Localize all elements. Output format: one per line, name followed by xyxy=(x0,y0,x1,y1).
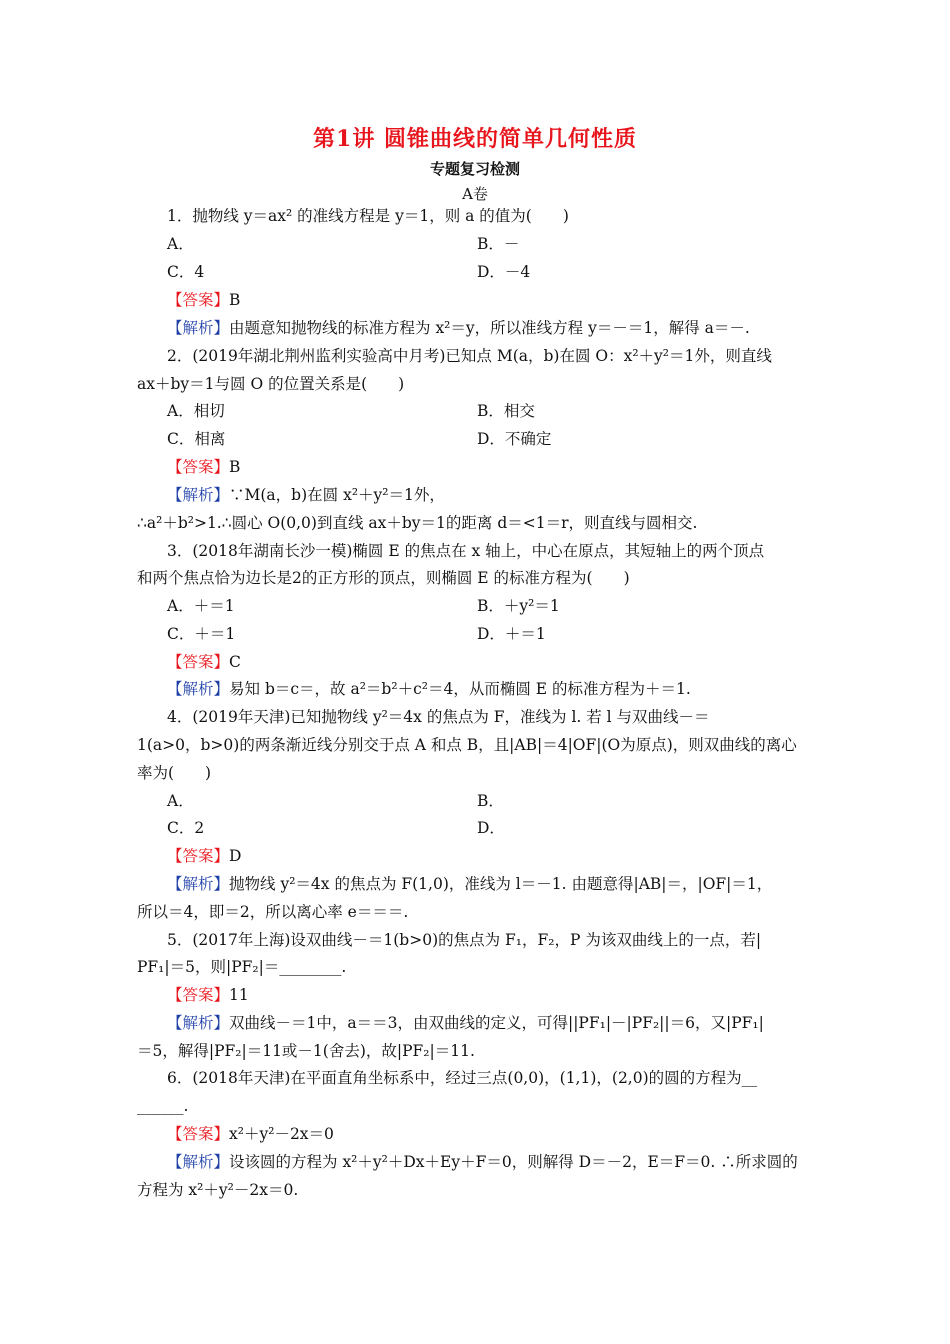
q6-answer-value: x²＋y²－2x＝0 xyxy=(229,1125,334,1143)
q1-option-b: B．－ xyxy=(477,235,520,253)
q5-stem-line1: 5．(2017年上海)设双曲线－＝1(b>0)的焦点为 F₁，F₂，P 为该双曲线上的一点，若| xyxy=(167,931,762,949)
q6-analysis-text-1: 设该圆的方程为 x²＋y²＋Dx＋Ey＋F＝0，则解得 D＝－2，E＝F＝0. ∴所求圆的 xyxy=(229,1153,798,1171)
answer-tag: 【答案】 xyxy=(167,458,230,476)
q3-option-b: B．＋y²＝1 xyxy=(477,597,560,615)
q1-analysis-text: 由题意知抛物线的标准方程为 x²＝y，所以准线方程 y＝－＝1，解得 a＝－. xyxy=(229,319,750,337)
q5-answer-value: 11 xyxy=(229,986,249,1004)
q3-option-c: C．＋＝1 xyxy=(167,625,236,643)
q4-analysis-line2: 所以＝4，即＝2，所以离心率 e＝＝＝. xyxy=(137,903,409,921)
q3-stem-line1: 3．(2018年湖南长沙一模)椭圆 E 的焦点在 x 轴上，中心在原点，其短轴上的两个顶点 xyxy=(167,542,765,560)
section-label: A卷 xyxy=(462,185,488,203)
q2-options-row1 xyxy=(167,401,847,421)
q3-option-d: D．＋＝1 xyxy=(477,625,546,643)
q3-answer-value: C xyxy=(229,653,241,671)
analysis-tag: 【解析】 xyxy=(167,319,230,337)
q6-analysis-line2: 方程为 x²＋y²－2x＝0. xyxy=(137,1181,299,1199)
q2-options-row2 xyxy=(167,429,847,449)
q4-options-row1 xyxy=(167,791,847,811)
q4-option-a: A． xyxy=(167,792,194,810)
analysis-tag: 【解析】 xyxy=(167,1014,230,1032)
q3-options-row2 xyxy=(167,624,847,644)
q2-stem-line2: ax＋by＝1与圆 O 的位置关系是( ) xyxy=(137,375,405,393)
q4-stem-line3: 率为( ) xyxy=(137,764,212,782)
q6-answer xyxy=(167,1124,847,1144)
q1-options-row1 xyxy=(167,234,847,254)
q3-analysis xyxy=(167,679,847,699)
q5-analysis xyxy=(167,1013,847,1033)
q3-analysis-text: 易知 b＝c＝，故 a²＝b²＋c²＝4，从而椭圆 E 的标准方程为＋＝1. xyxy=(229,680,691,698)
q1-answer-value: B xyxy=(229,291,241,309)
page-title: 第1讲 圆锥曲线的简单几何性质 xyxy=(313,126,637,152)
q1-option-c: C．4 xyxy=(167,263,205,281)
q1-options-row2 xyxy=(167,262,847,282)
answer-tag: 【答案】 xyxy=(167,847,230,865)
q5-stem-line2: PF₁|＝5，则|PF₂|＝________. xyxy=(137,958,347,976)
analysis-tag: 【解析】 xyxy=(167,875,230,893)
q2-option-d: D．不确定 xyxy=(477,430,552,448)
q6-stem-line1: 6．(2018年天津)在平面直角坐标系中，经过三点(0,0)，(1,1)，(2,0)的圆的方程为__ xyxy=(167,1069,758,1087)
q3-options-row1 xyxy=(167,596,847,616)
q4-option-d: D． xyxy=(477,819,505,837)
q5-analysis-line2: ＝5，解得|PF₂|＝11或－1(舍去)，故|PF₂|＝11. xyxy=(137,1042,475,1060)
q4-stem-line2: 1(a>0，b>0)的两条渐近线分别交于点 A 和点 B，且|AB|＝4|OF|(O为原点)，则双曲线的离心 xyxy=(137,736,797,754)
analysis-tag: 【解析】 xyxy=(167,486,230,504)
q3-answer xyxy=(167,652,847,672)
q4-analysis-text-1: 抛物线 y²＝4x 的焦点为 F(1,0)，准线为 l＝－1. 由题意得|AB|＝，|OF|＝1， xyxy=(229,875,773,893)
q3-option-a: A．＋＝1 xyxy=(167,597,235,615)
q1-answer xyxy=(167,290,847,310)
q5-answer xyxy=(167,985,847,1005)
q4-option-c: C．2 xyxy=(167,819,205,837)
q5-analysis-text-1: 双曲线－＝1中，a＝＝3，由双曲线的定义，可得||PF₁|－|PF₂||＝6，又|PF₁| xyxy=(229,1014,764,1032)
answer-tag: 【答案】 xyxy=(167,653,230,671)
q3-stem-line2: 和两个焦点恰为边长是2的正方形的顶点，则椭圆 E 的标准方程为( ) xyxy=(137,569,630,587)
q2-analysis-line2: ∴a²＋b²>1.∴圆心 O(0,0)到直线 ax＋by＝1的距离 d＝<1＝r，则直线与圆相交. xyxy=(137,514,698,532)
q4-analysis xyxy=(167,874,847,894)
q1-option-a: A． xyxy=(167,235,194,253)
q2-option-b: B．相交 xyxy=(477,402,535,420)
analysis-tag: 【解析】 xyxy=(167,1153,230,1171)
q2-answer xyxy=(167,457,847,477)
q2-option-c: C．相离 xyxy=(167,430,226,448)
q2-analysis xyxy=(167,485,847,505)
q1-stem: 1．抛物线 y＝ax² 的准线方程是 y＝1，则 a 的值为( ) xyxy=(167,207,569,225)
q4-options-row2 xyxy=(167,818,847,838)
page-subtitle: 专题复习检测 xyxy=(429,160,520,178)
q2-analysis-text-1: ∵M(a，b)在圆 x²＋y²＝1外， xyxy=(229,486,445,504)
answer-tag: 【答案】 xyxy=(167,291,230,309)
q1-analysis xyxy=(167,318,847,338)
q6-stem-line2: ______. xyxy=(137,1097,189,1115)
q1-option-d: D．－4 xyxy=(477,263,531,281)
q2-stem-line1: 2．(2019年湖北荆州监利实验高中月考)已知点 M(a，b)在圆 O：x²＋y²＝1外，则直线 xyxy=(167,347,772,365)
analysis-tag: 【解析】 xyxy=(167,680,230,698)
q4-answer xyxy=(167,846,847,866)
answer-tag: 【答案】 xyxy=(167,1125,230,1143)
q2-answer-value: B xyxy=(229,458,241,476)
answer-tag: 【答案】 xyxy=(167,986,230,1004)
q4-answer-value: D xyxy=(229,847,242,865)
q2-option-a: A．相切 xyxy=(167,402,225,420)
q6-analysis xyxy=(167,1152,847,1172)
q4-stem-line1: 4．(2019年天津)已知抛物线 y²＝4x 的焦点为 F，准线为 l. 若 l 与双曲线－＝ xyxy=(167,708,710,726)
q4-option-b: B． xyxy=(477,792,504,810)
